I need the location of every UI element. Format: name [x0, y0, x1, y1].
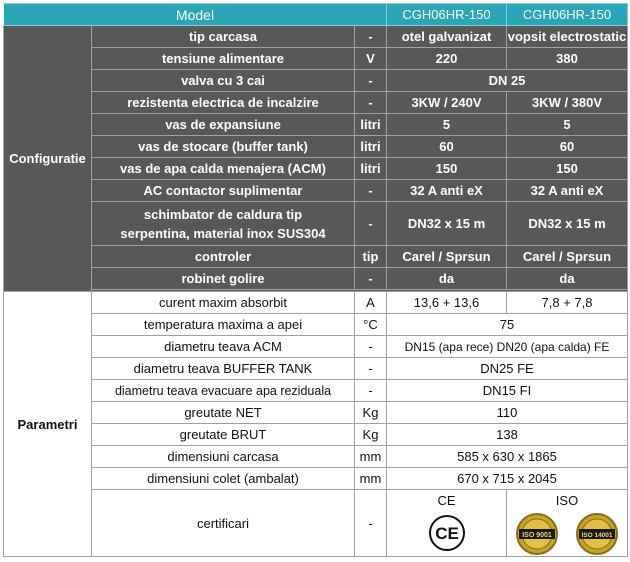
row-value-b: 3KW / 380V [507, 92, 628, 114]
config-row [4, 70, 628, 92]
row-unit: Kg [355, 424, 387, 446]
configuratie-group-label: Configuratie [4, 26, 92, 292]
row-name: diametru teava BUFFER TANK [92, 358, 355, 380]
ce-mark-text: CE [434, 524, 459, 543]
param-row [4, 292, 628, 314]
row-unit: Kg [355, 402, 387, 424]
param-row [4, 446, 628, 468]
row-name: controler [92, 246, 355, 268]
param-row [4, 336, 628, 358]
row-name: diametru teava evacuare apa reziduala [92, 380, 355, 402]
row-unit: - [355, 268, 387, 290]
iso-14001-badge-text: ISO 14001 [581, 532, 613, 539]
row-value-b: DN32 x 15 m [507, 202, 628, 246]
row-unit: - [355, 180, 387, 202]
param-row [4, 358, 628, 380]
row-unit: tip [355, 246, 387, 268]
cert-iso-cell [507, 490, 628, 557]
row-name: dimensiuni carcasa [92, 446, 355, 468]
row-unit: - [355, 336, 387, 358]
row-name: robinet golire [92, 268, 355, 290]
row-name [92, 202, 355, 246]
param-row [4, 424, 628, 446]
row-value-a: DN32 x 15 m [387, 202, 507, 246]
config-row [4, 48, 628, 70]
row-value-b: vopsit electrostatic [507, 26, 628, 48]
row-unit: A [355, 292, 387, 314]
row-value-b: Carel / Sprsun [507, 246, 628, 268]
config-row [4, 180, 628, 202]
config-row [4, 136, 628, 158]
config-row [4, 158, 628, 180]
row-value-a: Carel / Sprsun [387, 246, 507, 268]
row-name-line-1: schimbator de caldura tip [143, 206, 303, 222]
row-unit: mm [355, 446, 387, 468]
model-b: CGH06HR-150 [507, 4, 628, 26]
model-a: CGH06HR-150 [387, 4, 507, 26]
iso-badges [507, 512, 627, 556]
row-value-a: 5 [387, 114, 507, 136]
row-value: 75 [387, 314, 628, 336]
param-row [4, 380, 628, 402]
spec-table [3, 3, 628, 557]
parametri-group-label: Parametri [4, 292, 92, 557]
row-name: valva cu 3 cai [92, 70, 355, 92]
param-row [4, 402, 628, 424]
config-row [4, 246, 628, 268]
row-name: temperatura maxima a apei [92, 314, 355, 336]
row-value-a: 60 [387, 136, 507, 158]
row-unit: litri [355, 158, 387, 180]
cert-a-label: CE [437, 493, 456, 508]
row-value: 110 [387, 402, 628, 424]
model-header-row [4, 4, 628, 26]
row-value: 670 x 715 x 2045 [387, 468, 628, 490]
model-label: Model [4, 4, 387, 26]
row-value-b: 5 [507, 114, 628, 136]
row-value-b: 7,8 + 7,8 [507, 292, 628, 314]
row-name: tensiune alimentare [92, 48, 355, 70]
row-value-b: 150 [507, 158, 628, 180]
row-value: DN15 FI [387, 380, 628, 402]
row-value-a: 150 [387, 158, 507, 180]
row-name: greutate NET [92, 402, 355, 424]
row-unit: V [355, 48, 387, 70]
row-value-a: otel galvanizat [387, 26, 507, 48]
row-value-a: 13,6 + 13,6 [387, 292, 507, 314]
config-row [4, 114, 628, 136]
row-unit: - [355, 92, 387, 114]
row-unit: - [355, 490, 387, 557]
row-value-b: 60 [507, 136, 628, 158]
iso-9001-badge-text: ISO 9001 [522, 532, 552, 539]
row-value-a: 220 [387, 48, 507, 70]
config-row [4, 92, 628, 114]
row-unit: - [355, 70, 387, 92]
config-row [4, 26, 628, 48]
row-name: certificari [92, 490, 355, 557]
cert-b-label: ISO [555, 493, 579, 508]
row-value: 585 x 630 x 1865 [387, 446, 628, 468]
row-name: rezistenta electrica de incalzire [92, 92, 355, 114]
row-value-b: 32 A anti eX [507, 180, 628, 202]
row-unit: - [355, 202, 387, 246]
row-name: diametru teava ACM [92, 336, 355, 358]
row-unit: litri [355, 114, 387, 136]
row-unit: litri [355, 136, 387, 158]
row-value-b: da [507, 268, 628, 290]
row-unit: mm [355, 468, 387, 490]
row-name: AC contactor suplimentar [92, 180, 355, 202]
certificari-row [4, 490, 628, 557]
row-value-a: 32 A anti eX [387, 180, 507, 202]
row-value: DN 25 [387, 70, 628, 92]
row-name: vas de stocare (buffer tank) [92, 136, 355, 158]
row-value-a: 3KW / 240V [387, 92, 507, 114]
iso-9001-badge-icon [515, 512, 559, 556]
row-name: curent maxim absorbit [92, 292, 355, 314]
ce-mark-icon [428, 514, 466, 555]
param-row [4, 314, 628, 336]
row-name: vas de expansiune [92, 114, 355, 136]
param-row [4, 468, 628, 490]
row-name-line-2: serpentina, material inox SUS304 [120, 225, 326, 241]
row-value-a: da [387, 268, 507, 290]
row-name: tip carcasa [92, 26, 355, 48]
config-row [4, 202, 628, 246]
row-value: DN25 FE [387, 358, 628, 380]
cert-ce-cell [387, 490, 507, 557]
config-row [4, 268, 628, 290]
row-name: greutate BRUT [92, 424, 355, 446]
row-unit: - [355, 26, 387, 48]
row-name: dimensiuni colet (ambalat) [92, 468, 355, 490]
iso-14001-badge-icon [575, 512, 619, 556]
row-unit: - [355, 380, 387, 402]
row-value: 138 [387, 424, 628, 446]
row-unit: °C [355, 314, 387, 336]
row-name: vas de apa calda menajera (ACM) [92, 158, 355, 180]
row-value-b: 380 [507, 48, 628, 70]
row-unit: - [355, 358, 387, 380]
row-value: DN15 (apa rece) DN20 (apa calda) FE [387, 336, 628, 358]
